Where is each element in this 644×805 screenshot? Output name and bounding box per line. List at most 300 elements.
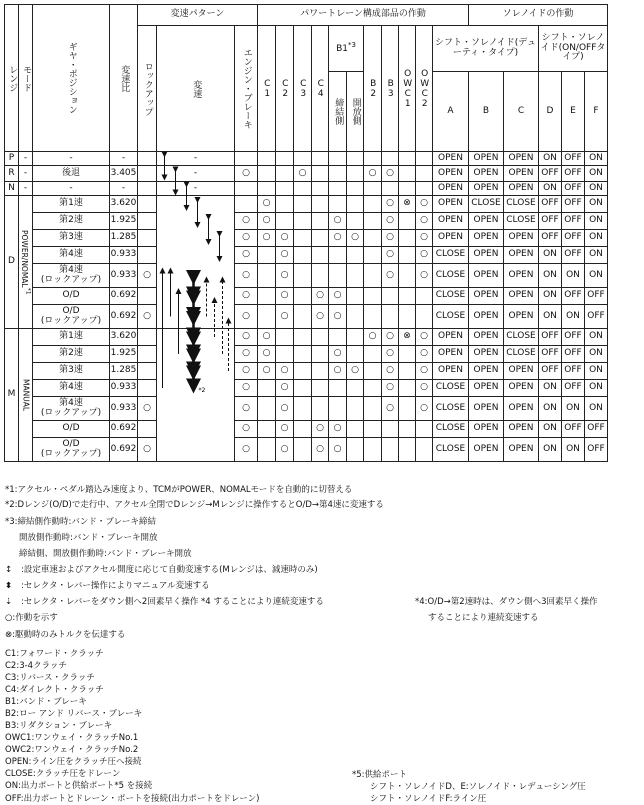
c4-cell bbox=[312, 247, 329, 264]
o2-cell: ○ bbox=[416, 196, 433, 213]
note-3c: 締結側、開放側作動時:バンド・ブレーキ開放 bbox=[19, 549, 192, 559]
header-sol-duty: シフト・ソレノイド(デューティ・タイプ) bbox=[433, 26, 539, 72]
c4-cell: ○ bbox=[312, 288, 329, 305]
solenoid-f-cell: OFF bbox=[585, 305, 608, 329]
glossary-c1: C1:フォワード・クラッチ bbox=[5, 649, 104, 659]
o1-cell bbox=[399, 305, 416, 329]
solenoid-d-cell: OFF bbox=[539, 329, 562, 346]
eb-cell: ○ bbox=[235, 264, 258, 288]
c3-cell bbox=[294, 305, 312, 329]
b2-cell bbox=[364, 305, 382, 329]
c1-cell: ○ bbox=[258, 213, 276, 230]
c3-cell bbox=[294, 196, 312, 213]
solenoid-a-cell: OPEN bbox=[433, 329, 469, 346]
b1r-cell bbox=[347, 264, 364, 288]
ratio-cell: 0.933 bbox=[110, 380, 138, 397]
o1-cell bbox=[399, 438, 416, 462]
header-owc1: OWC1 bbox=[399, 26, 416, 152]
note-1: *1:アクセル・ペダル踏込み速度より、TCMがPOWER、NOMALモードを自動的に切替える bbox=[5, 485, 353, 495]
header-b1-apply: 締結側 bbox=[329, 72, 347, 152]
c2-cell bbox=[276, 329, 294, 346]
header-sol-b: B bbox=[469, 72, 504, 152]
gear-cell: 第1速 bbox=[33, 329, 110, 346]
b1a-cell: ○ bbox=[329, 305, 347, 329]
solenoid-e-cell: ON bbox=[562, 438, 585, 462]
solenoid-d-cell: OFF bbox=[539, 230, 562, 247]
ratio-cell: 1.285 bbox=[110, 230, 138, 247]
solenoid-e-cell: ON bbox=[562, 397, 585, 421]
glossary-off: OFF:出力ポートとドレーン・ポートを接続(出力ポートをドレーン) bbox=[5, 794, 260, 804]
o1-cell bbox=[399, 288, 416, 305]
lockup-cell: ○ bbox=[138, 438, 157, 462]
mode-cell bbox=[19, 196, 33, 329]
table-row bbox=[5, 288, 608, 305]
o1-cell bbox=[399, 230, 416, 247]
solenoid-b-cell: OPEN bbox=[469, 329, 504, 346]
shift-cell: - bbox=[157, 152, 235, 166]
b2-cell bbox=[364, 380, 382, 397]
glossary-owc1: OWC1:ワンウェイ・クラッチNo.1 bbox=[5, 733, 139, 743]
solenoid-c-cell: OPEN bbox=[504, 166, 539, 182]
header-b1-release: 開放側 bbox=[347, 72, 364, 152]
note-2: *2:Dレンジ(O/D)で走行中、アクセル全閉でDレンジ→Mレンジに操作するとO/D→第4速に変速する bbox=[5, 500, 384, 510]
c3-cell bbox=[294, 230, 312, 247]
lockup-cell bbox=[138, 213, 157, 230]
b2-cell: ○ bbox=[364, 166, 382, 182]
solenoid-e-cell: OFF bbox=[562, 288, 585, 305]
solenoid-f-cell: ON bbox=[585, 196, 608, 213]
b3-cell: ○ bbox=[382, 264, 399, 288]
solenoid-b-cell: OPEN bbox=[469, 152, 504, 166]
c2-cell: ○ bbox=[276, 305, 294, 329]
solenoid-f-cell: ON bbox=[585, 247, 608, 264]
table-row bbox=[5, 213, 608, 230]
ratio-cell: 0.692 bbox=[110, 438, 138, 462]
glossary-open: OPEN:ライン圧をクラッチ圧へ接続 bbox=[5, 757, 142, 767]
solenoid-f-cell: ON bbox=[585, 363, 608, 380]
solenoid-b-cell: OPEN bbox=[469, 421, 504, 438]
solenoid-a-cell: OPEN bbox=[433, 196, 469, 213]
eb-cell: ○ bbox=[235, 438, 258, 462]
b3-cell: ○ bbox=[382, 329, 399, 346]
b1a-cell bbox=[329, 152, 347, 166]
header-lockup: ロックアップ bbox=[138, 26, 157, 152]
b2-cell: ○ bbox=[364, 329, 382, 346]
eb-cell bbox=[235, 196, 258, 213]
solenoid-e-cell: OFF bbox=[562, 380, 585, 397]
solenoid-b-cell: CLOSE bbox=[469, 196, 504, 213]
header-sol-f: F bbox=[585, 72, 608, 152]
b1a-cell bbox=[329, 264, 347, 288]
lockup-cell bbox=[138, 380, 157, 397]
o2-cell: ○ bbox=[416, 329, 433, 346]
gear-cell: 第4速 bbox=[33, 380, 110, 397]
c2-cell: ○ bbox=[276, 421, 294, 438]
solenoid-c-cell: OPEN bbox=[504, 182, 539, 196]
o1-cell bbox=[399, 264, 416, 288]
solenoid-d-cell: OFF bbox=[539, 213, 562, 230]
o1-cell bbox=[399, 397, 416, 421]
o2-cell: ○ bbox=[416, 397, 433, 421]
solenoid-c-cell: CLOSE bbox=[504, 329, 539, 346]
o2-cell: ○ bbox=[416, 247, 433, 264]
solenoid-b-cell: OPEN bbox=[469, 288, 504, 305]
range-cell: D bbox=[5, 196, 19, 329]
solenoid-c-cell: CLOSE bbox=[504, 346, 539, 363]
c1-cell bbox=[258, 288, 276, 305]
glossary-c2: C2:3-4クラッチ bbox=[5, 661, 67, 671]
lockup-cell bbox=[138, 182, 157, 196]
c4-cell bbox=[312, 152, 329, 166]
solenoid-c-cell: OPEN bbox=[504, 264, 539, 288]
solenoid-f-cell: OFF bbox=[585, 288, 608, 305]
c3-cell bbox=[294, 182, 312, 196]
glossary-c4: C4:ダイレクト・クラッチ bbox=[5, 685, 104, 695]
solenoid-b-cell: OPEN bbox=[469, 346, 504, 363]
solenoid-a-cell: OPEN bbox=[433, 363, 469, 380]
b1r-cell bbox=[347, 305, 364, 329]
solenoid-e-cell: OFF bbox=[562, 247, 585, 264]
solenoid-a-cell: OPEN bbox=[433, 230, 469, 247]
header-shift: 変速 bbox=[157, 26, 235, 152]
solenoid-d-cell: ON bbox=[539, 380, 562, 397]
table-row bbox=[5, 346, 608, 363]
c4-cell bbox=[312, 182, 329, 196]
b1r-cell bbox=[347, 438, 364, 462]
eb-cell: ○ bbox=[235, 329, 258, 346]
operation-table bbox=[4, 4, 608, 462]
lockup-cell bbox=[138, 166, 157, 182]
c1-cell bbox=[258, 247, 276, 264]
o1-cell bbox=[399, 152, 416, 166]
header-owc2: OWC2 bbox=[416, 26, 433, 152]
b1a-cell: ○ bbox=[329, 421, 347, 438]
lockup-cell bbox=[138, 346, 157, 363]
solenoid-e-cell: OFF bbox=[562, 166, 585, 182]
glossary-owc2: OWC2:ワンウェイ・クラッチNo.2 bbox=[5, 745, 139, 755]
table-row bbox=[5, 230, 608, 247]
header-c1: C1 bbox=[258, 26, 276, 152]
solenoid-f-cell: ON bbox=[585, 213, 608, 230]
solenoid-a-cell: CLOSE bbox=[433, 305, 469, 329]
eb-cell: ○ bbox=[235, 213, 258, 230]
solenoid-e-cell: OFF bbox=[562, 196, 585, 213]
c1-cell: ○ bbox=[258, 329, 276, 346]
mode-cell bbox=[19, 329, 33, 462]
ratio-cell: 0.692 bbox=[110, 305, 138, 329]
range-cell: P bbox=[5, 152, 19, 166]
o2-cell bbox=[416, 305, 433, 329]
header-sol-d: D bbox=[539, 72, 562, 152]
solenoid-b-cell: OPEN bbox=[469, 305, 504, 329]
mode-label-text: POWER/NOMAL bbox=[20, 229, 30, 288]
header-mode: モード bbox=[19, 5, 33, 152]
ratio-cell: 3.620 bbox=[110, 196, 138, 213]
legend-manual: ⬍ :セレクタ・レバー操作によりマニュアル変速する bbox=[5, 581, 210, 591]
c4-cell bbox=[312, 363, 329, 380]
b1r-cell bbox=[347, 329, 364, 346]
solenoid-b-cell: OPEN bbox=[469, 264, 504, 288]
o1-cell bbox=[399, 166, 416, 182]
eb-cell: ○ bbox=[235, 363, 258, 380]
c3-cell bbox=[294, 380, 312, 397]
b1r-cell: ○ bbox=[347, 363, 364, 380]
header-b2: B2 bbox=[364, 26, 382, 152]
range-cell: N bbox=[5, 182, 19, 196]
eb-cell: ○ bbox=[235, 247, 258, 264]
o2-cell: ○ bbox=[416, 230, 433, 247]
b3-cell bbox=[382, 152, 399, 166]
eb-cell bbox=[235, 152, 258, 166]
c1-cell: ○ bbox=[258, 230, 276, 247]
table-row bbox=[5, 264, 608, 288]
header-c2: C2 bbox=[276, 26, 294, 152]
gear-cell: O/D (ロックアップ) bbox=[33, 438, 110, 462]
b2-cell bbox=[364, 230, 382, 247]
note-3b: 開放側作動時:バンド・ブレーキ開放 bbox=[19, 533, 158, 543]
solenoid-e-cell: OFF bbox=[562, 363, 585, 380]
c4-cell bbox=[312, 264, 329, 288]
solenoid-f-cell: OFF bbox=[585, 421, 608, 438]
solenoid-f-cell: ON bbox=[585, 182, 608, 196]
b3-cell: ○ bbox=[382, 397, 399, 421]
c4-cell: ○ bbox=[312, 438, 329, 462]
solenoid-d-cell: OFF bbox=[539, 166, 562, 182]
header-c4: C4 bbox=[312, 26, 329, 152]
b2-cell bbox=[364, 247, 382, 264]
solenoid-e-cell: OFF bbox=[562, 152, 585, 166]
glossary-b1: B1:バンド・ブレーキ bbox=[5, 697, 87, 707]
header-engine-brake: エンジン・ブレーキ bbox=[235, 26, 258, 152]
lockup-cell: ○ bbox=[138, 264, 157, 288]
c1-cell bbox=[258, 438, 276, 462]
solenoid-a-cell: OPEN bbox=[433, 346, 469, 363]
b1a-cell bbox=[329, 247, 347, 264]
ratio-cell: 0.692 bbox=[110, 421, 138, 438]
gear-cell: 第3速 bbox=[33, 230, 110, 247]
o1-cell bbox=[399, 421, 416, 438]
c3-cell bbox=[294, 264, 312, 288]
note-5b: シフト・ソレノイドD、E:ソレノイド・レデューシング圧 bbox=[370, 782, 586, 792]
thin-double-arrow-icon: ↕ bbox=[5, 565, 13, 575]
table-row bbox=[5, 329, 608, 346]
gear-cell: 第3速 bbox=[33, 363, 110, 380]
b1a-cell: ○ bbox=[329, 346, 347, 363]
solenoid-f-cell: ON bbox=[585, 264, 608, 288]
b3-cell: ○ bbox=[382, 380, 399, 397]
ratio-cell: 0.933 bbox=[110, 397, 138, 421]
o2-cell bbox=[416, 438, 433, 462]
b1a-cell bbox=[329, 166, 347, 182]
gear-cell: - bbox=[33, 182, 110, 196]
lockup-cell bbox=[138, 288, 157, 305]
solenoid-c-cell: CLOSE bbox=[504, 196, 539, 213]
o2-cell: ○ bbox=[416, 363, 433, 380]
c1-cell bbox=[258, 166, 276, 182]
b2-cell bbox=[364, 421, 382, 438]
o1-cell bbox=[399, 346, 416, 363]
o2-cell bbox=[416, 421, 433, 438]
gear-cell: 第2速 bbox=[33, 346, 110, 363]
c1-cell bbox=[258, 264, 276, 288]
c3-cell bbox=[294, 363, 312, 380]
table-row bbox=[5, 196, 608, 213]
solenoid-f-cell: ON bbox=[585, 380, 608, 397]
ratio-cell: 0.692 bbox=[110, 288, 138, 305]
o1-cell bbox=[399, 247, 416, 264]
solenoid-f-cell: OFF bbox=[585, 438, 608, 462]
solenoid-a-cell: CLOSE bbox=[433, 421, 469, 438]
c1-cell: ○ bbox=[258, 363, 276, 380]
solenoid-d-cell: OFF bbox=[539, 196, 562, 213]
lockup-cell: ○ bbox=[138, 397, 157, 421]
o2-cell bbox=[416, 152, 433, 166]
b1r-cell bbox=[347, 213, 364, 230]
b3-cell bbox=[382, 182, 399, 196]
b3-cell: ○ bbox=[382, 346, 399, 363]
b3-cell: ○ bbox=[382, 166, 399, 182]
solenoid-a-cell: OPEN bbox=[433, 182, 469, 196]
c2-cell: ○ bbox=[276, 288, 294, 305]
table-row bbox=[5, 438, 608, 462]
c4-cell bbox=[312, 380, 329, 397]
c3-cell: ○ bbox=[294, 166, 312, 182]
c2-cell bbox=[276, 346, 294, 363]
o1-cell bbox=[399, 182, 416, 196]
solenoid-d-cell: ON bbox=[539, 397, 562, 421]
header-sol-onoff: シフト・ソレノイド(ON/OFFタイプ) bbox=[539, 26, 608, 72]
solenoid-e-cell: OFF bbox=[562, 230, 585, 247]
glossary-b3: B3:リダクション・ブレーキ bbox=[5, 721, 113, 731]
header-solenoid: ソレノイドの作動 bbox=[469, 5, 608, 26]
shift-cell bbox=[157, 329, 235, 462]
b2-cell bbox=[364, 363, 382, 380]
lockup-cell bbox=[138, 363, 157, 380]
ratio-cell: - bbox=[110, 152, 138, 166]
ratio-cell: 0.933 bbox=[110, 264, 138, 288]
solenoid-a-cell: CLOSE bbox=[433, 380, 469, 397]
gear-cell: 第2速 bbox=[33, 213, 110, 230]
b1a-cell: ○ bbox=[329, 230, 347, 247]
c3-cell bbox=[294, 288, 312, 305]
note-4b: することにより連続変速する bbox=[428, 613, 539, 623]
table-row bbox=[5, 380, 608, 397]
solenoid-c-cell: OPEN bbox=[504, 363, 539, 380]
c2-cell bbox=[276, 166, 294, 182]
b1r-cell bbox=[347, 152, 364, 166]
c1-cell bbox=[258, 380, 276, 397]
c3-cell bbox=[294, 397, 312, 421]
lockup-cell bbox=[138, 329, 157, 346]
b1r-cell bbox=[347, 247, 364, 264]
lockup-cell bbox=[138, 152, 157, 166]
solenoid-f-cell: ON bbox=[585, 346, 608, 363]
b2-cell bbox=[364, 346, 382, 363]
solenoid-d-cell: OFF bbox=[539, 363, 562, 380]
table-row bbox=[5, 182, 608, 196]
o1-cell bbox=[399, 213, 416, 230]
header-range: レンジ bbox=[5, 5, 19, 152]
b1a-cell bbox=[329, 182, 347, 196]
note-3a: *3:締結側作動時:バンド・ブレーキ締結 bbox=[5, 517, 157, 527]
c3-cell bbox=[294, 438, 312, 462]
eb-cell: ○ bbox=[235, 305, 258, 329]
c1-cell: ○ bbox=[258, 346, 276, 363]
b2-cell bbox=[364, 288, 382, 305]
gear-cell: 第4速 (ロックアップ) bbox=[33, 397, 110, 421]
table-row bbox=[5, 421, 608, 438]
o2-cell bbox=[416, 288, 433, 305]
o2-cell: ○ bbox=[416, 264, 433, 288]
c2-cell: ○ bbox=[276, 380, 294, 397]
c2-cell: ○ bbox=[276, 397, 294, 421]
b1r-cell bbox=[347, 380, 364, 397]
note-5c: シフト・ソレノイドF:ライン圧 bbox=[370, 794, 487, 804]
eb-cell: ○ bbox=[235, 421, 258, 438]
solenoid-e-cell: OFF bbox=[562, 346, 585, 363]
header-shift-pattern: 変速パターン bbox=[138, 5, 258, 26]
solenoid-f-cell: ON bbox=[585, 397, 608, 421]
solenoid-e-cell: OFF bbox=[562, 329, 585, 346]
b1a-cell: ○ bbox=[329, 213, 347, 230]
c1-cell bbox=[258, 421, 276, 438]
mode-label bbox=[20, 230, 30, 295]
solenoid-f-cell: ON bbox=[585, 152, 608, 166]
legend-auto: ↕ :設定車速およびアクセル開度に応じて自動変速する(Mレンジは、減速時のみ) bbox=[5, 565, 318, 575]
c2-cell: ○ bbox=[276, 247, 294, 264]
solenoid-b-cell: OPEN bbox=[469, 438, 504, 462]
c1-cell bbox=[258, 305, 276, 329]
ratio-cell: 3.405 bbox=[110, 166, 138, 182]
solenoid-b-cell: OPEN bbox=[469, 363, 504, 380]
solenoid-d-cell: OFF bbox=[539, 346, 562, 363]
solenoid-b-cell: OPEN bbox=[469, 166, 504, 182]
solenoid-e-cell: ON bbox=[562, 264, 585, 288]
b1r-cell bbox=[347, 182, 364, 196]
lockup-cell bbox=[138, 230, 157, 247]
b1r-cell bbox=[347, 196, 364, 213]
gear-cell: O/D (ロックアップ) bbox=[33, 305, 110, 329]
c2-cell bbox=[276, 182, 294, 196]
c3-cell bbox=[294, 346, 312, 363]
b1a-cell bbox=[329, 329, 347, 346]
note-4a: *4:O/D→第2速時は、ダウン側へ3回素早く操作 bbox=[415, 597, 598, 607]
table-row bbox=[5, 397, 608, 421]
solenoid-c-cell: OPEN bbox=[504, 288, 539, 305]
mode-cell: - bbox=[19, 152, 33, 166]
o1-cell bbox=[399, 363, 416, 380]
bold-double-arrow-icon: ⬍ bbox=[5, 581, 13, 591]
b1a-cell bbox=[329, 196, 347, 213]
solenoid-b-cell: OPEN bbox=[469, 213, 504, 230]
table-row bbox=[5, 152, 608, 166]
gear-cell: 第4速 bbox=[33, 247, 110, 264]
b3-cell bbox=[382, 288, 399, 305]
legend-circle: ○:作動を示す bbox=[5, 613, 58, 623]
solenoid-c-cell: OPEN bbox=[504, 230, 539, 247]
b2-cell bbox=[364, 213, 382, 230]
eb-cell: ○ bbox=[235, 346, 258, 363]
solenoid-a-cell: OPEN bbox=[433, 166, 469, 182]
solenoid-c-cell: OPEN bbox=[504, 247, 539, 264]
table-row bbox=[5, 166, 608, 182]
b3-cell bbox=[382, 421, 399, 438]
solenoid-c-cell: OPEN bbox=[504, 305, 539, 329]
eb-cell: ○ bbox=[235, 230, 258, 247]
b2-cell bbox=[364, 438, 382, 462]
solenoid-c-cell: CLOSE bbox=[504, 213, 539, 230]
range-cell: M bbox=[5, 329, 19, 462]
